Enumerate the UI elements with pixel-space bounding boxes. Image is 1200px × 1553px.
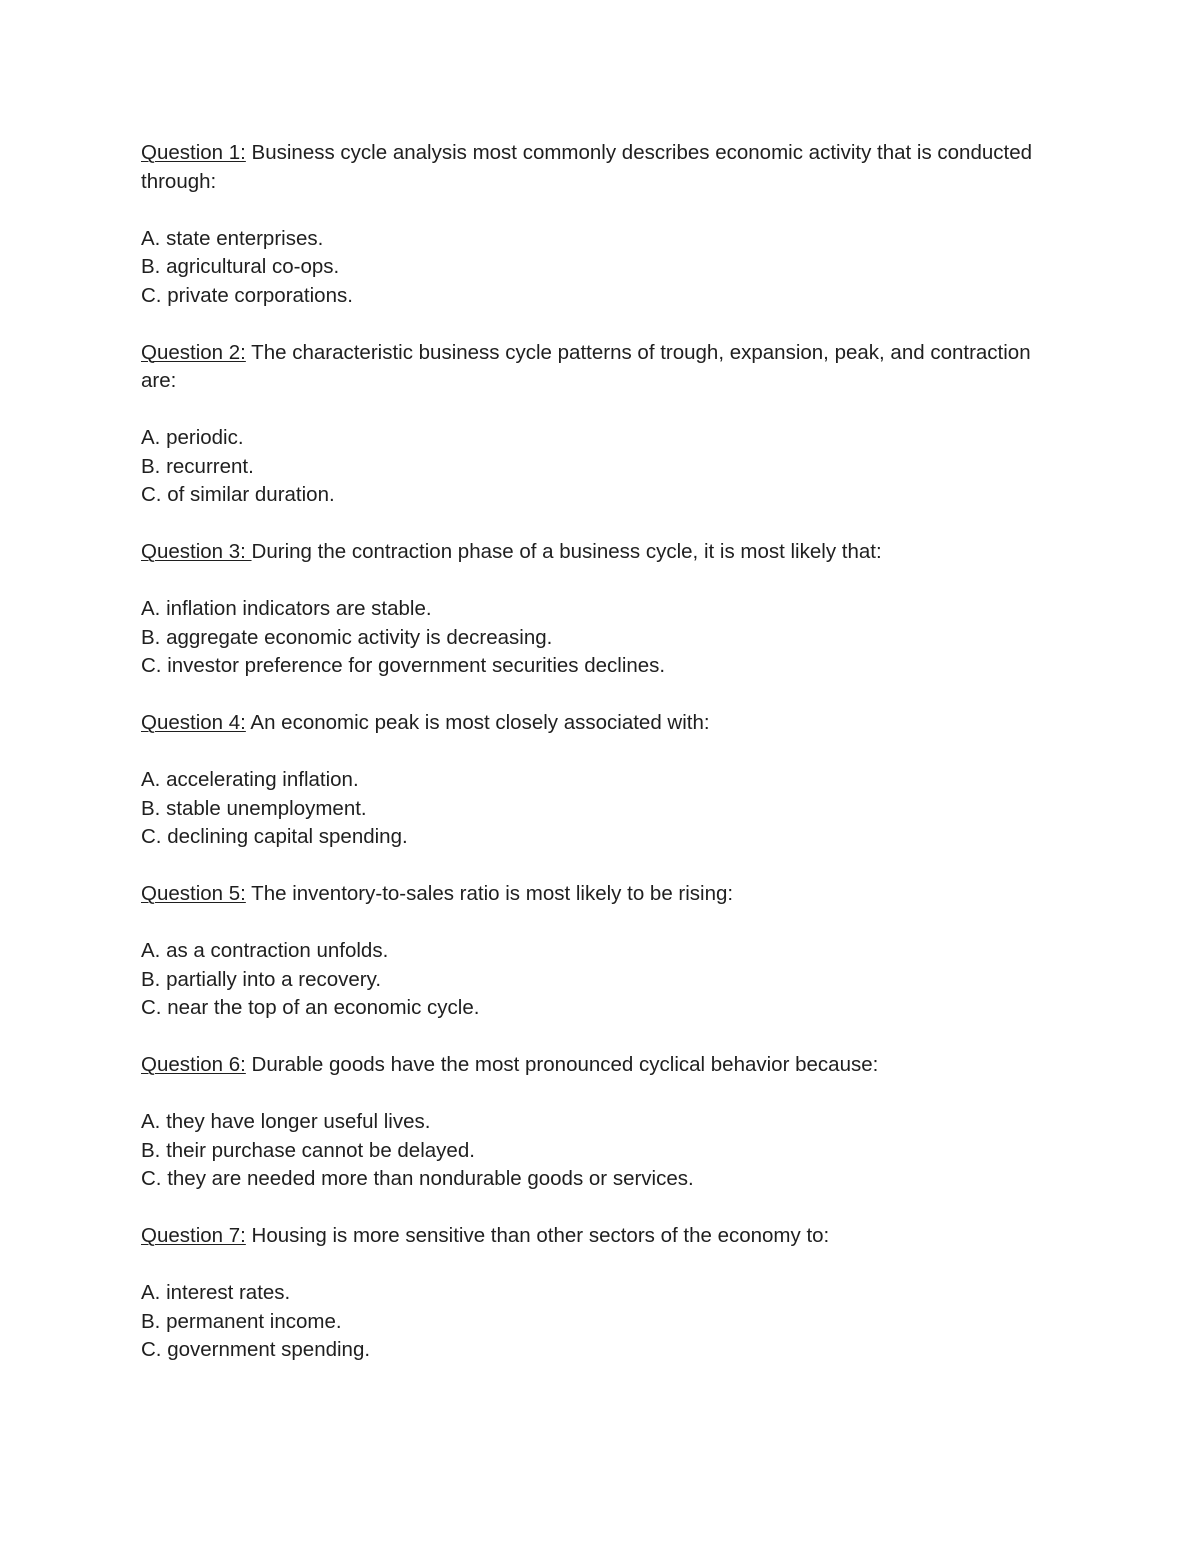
question-3-option-a: A. inflation indicators are stable. bbox=[141, 597, 432, 620]
question-6 bbox=[141, 1051, 1041, 1194]
question-6-option-b: B. their purchase cannot be delayed. bbox=[141, 1138, 475, 1162]
question-6-option-c: C. they are needed more than nondurable goods or services. bbox=[141, 1167, 694, 1190]
question-7-option-b: B. permanent income. bbox=[141, 1309, 342, 1333]
question-4 bbox=[141, 709, 1041, 852]
question-1-options bbox=[141, 225, 1041, 311]
question-1-option-a: A. state enterprises. bbox=[141, 226, 324, 250]
question-5-text: The inventory-to-sales ratio is most likely to be rising: bbox=[245, 882, 734, 905]
question-7-text: Housing is more sensitive than other sectors of the economy to: bbox=[245, 1224, 830, 1247]
question-2-label: Question 2: bbox=[141, 340, 246, 364]
question-6-text: Durable goods have the most pronounced cyclical behavior because: bbox=[245, 1053, 879, 1076]
question-7-options bbox=[141, 1279, 1041, 1365]
question-4-option-c: C. declining capital spending. bbox=[141, 825, 408, 848]
question-1 bbox=[141, 139, 1041, 310]
question-5-options bbox=[141, 937, 1041, 1023]
question-6-prompt bbox=[141, 1051, 1041, 1080]
question-7-option-a: A. interest rates. bbox=[141, 1281, 291, 1304]
question-5 bbox=[141, 880, 1041, 1023]
question-4-option-a: A. accelerating inflation. bbox=[141, 768, 359, 791]
question-2 bbox=[141, 339, 1041, 510]
question-4-text: An economic peak is most closely associated with: bbox=[245, 711, 710, 734]
question-1-prompt bbox=[141, 139, 1041, 196]
question-1-option-b: B. agricultural co-ops. bbox=[141, 255, 340, 278]
question-5-option-a: A. as a contraction unfolds. bbox=[141, 939, 389, 962]
question-5-option-b: B. partially into a recovery. bbox=[141, 967, 382, 991]
question-7 bbox=[141, 1222, 1041, 1365]
question-2-option-c: C. of similar duration. bbox=[141, 483, 335, 506]
question-2-text: The characteristic business cycle patterns of trough, expansion, peak, and contraction are: bbox=[141, 340, 1031, 392]
question-3-text: During the contraction phase of a business cycle, it is most likely that: bbox=[251, 540, 882, 563]
question-3-label: Question 3: bbox=[141, 540, 252, 563]
question-1-label: Question 1: bbox=[141, 141, 246, 164]
document-page bbox=[141, 139, 1041, 1393]
question-4-options bbox=[141, 766, 1041, 852]
question-7-prompt bbox=[141, 1222, 1041, 1251]
question-6-label: Question 6: bbox=[141, 1053, 246, 1076]
question-7-label: Question 7: bbox=[141, 1224, 246, 1247]
question-2-option-a: A. periodic. bbox=[141, 426, 244, 449]
question-4-option-b: B. stable unemployment. bbox=[141, 796, 367, 820]
question-2-options bbox=[141, 424, 1041, 510]
question-6-option-a: A. they have longer useful lives. bbox=[141, 1110, 431, 1133]
question-2-prompt bbox=[141, 339, 1041, 396]
question-5-label: Question 5: bbox=[141, 882, 246, 905]
question-3-option-b: B. aggregate economic activity is decreasing. bbox=[141, 625, 553, 649]
question-3-options bbox=[141, 595, 1041, 681]
question-3-option-c: C. investor preference for government securities declines. bbox=[141, 654, 666, 677]
question-4-prompt bbox=[141, 709, 1041, 738]
question-2-option-b: B. recurrent. bbox=[141, 454, 254, 478]
question-4-label: Question 4: bbox=[141, 711, 246, 734]
question-1-text: Business cycle analysis most commonly describes economic activity that is conducted through: bbox=[141, 141, 1033, 193]
question-3 bbox=[141, 538, 1041, 681]
question-7-option-c: C. government spending. bbox=[141, 1338, 371, 1361]
question-3-prompt bbox=[141, 538, 1041, 567]
question-5-prompt bbox=[141, 880, 1041, 909]
question-5-option-c: C. near the top of an economic cycle. bbox=[141, 996, 480, 1019]
question-1-option-c: C. private corporations. bbox=[141, 283, 353, 307]
question-6-options bbox=[141, 1108, 1041, 1194]
